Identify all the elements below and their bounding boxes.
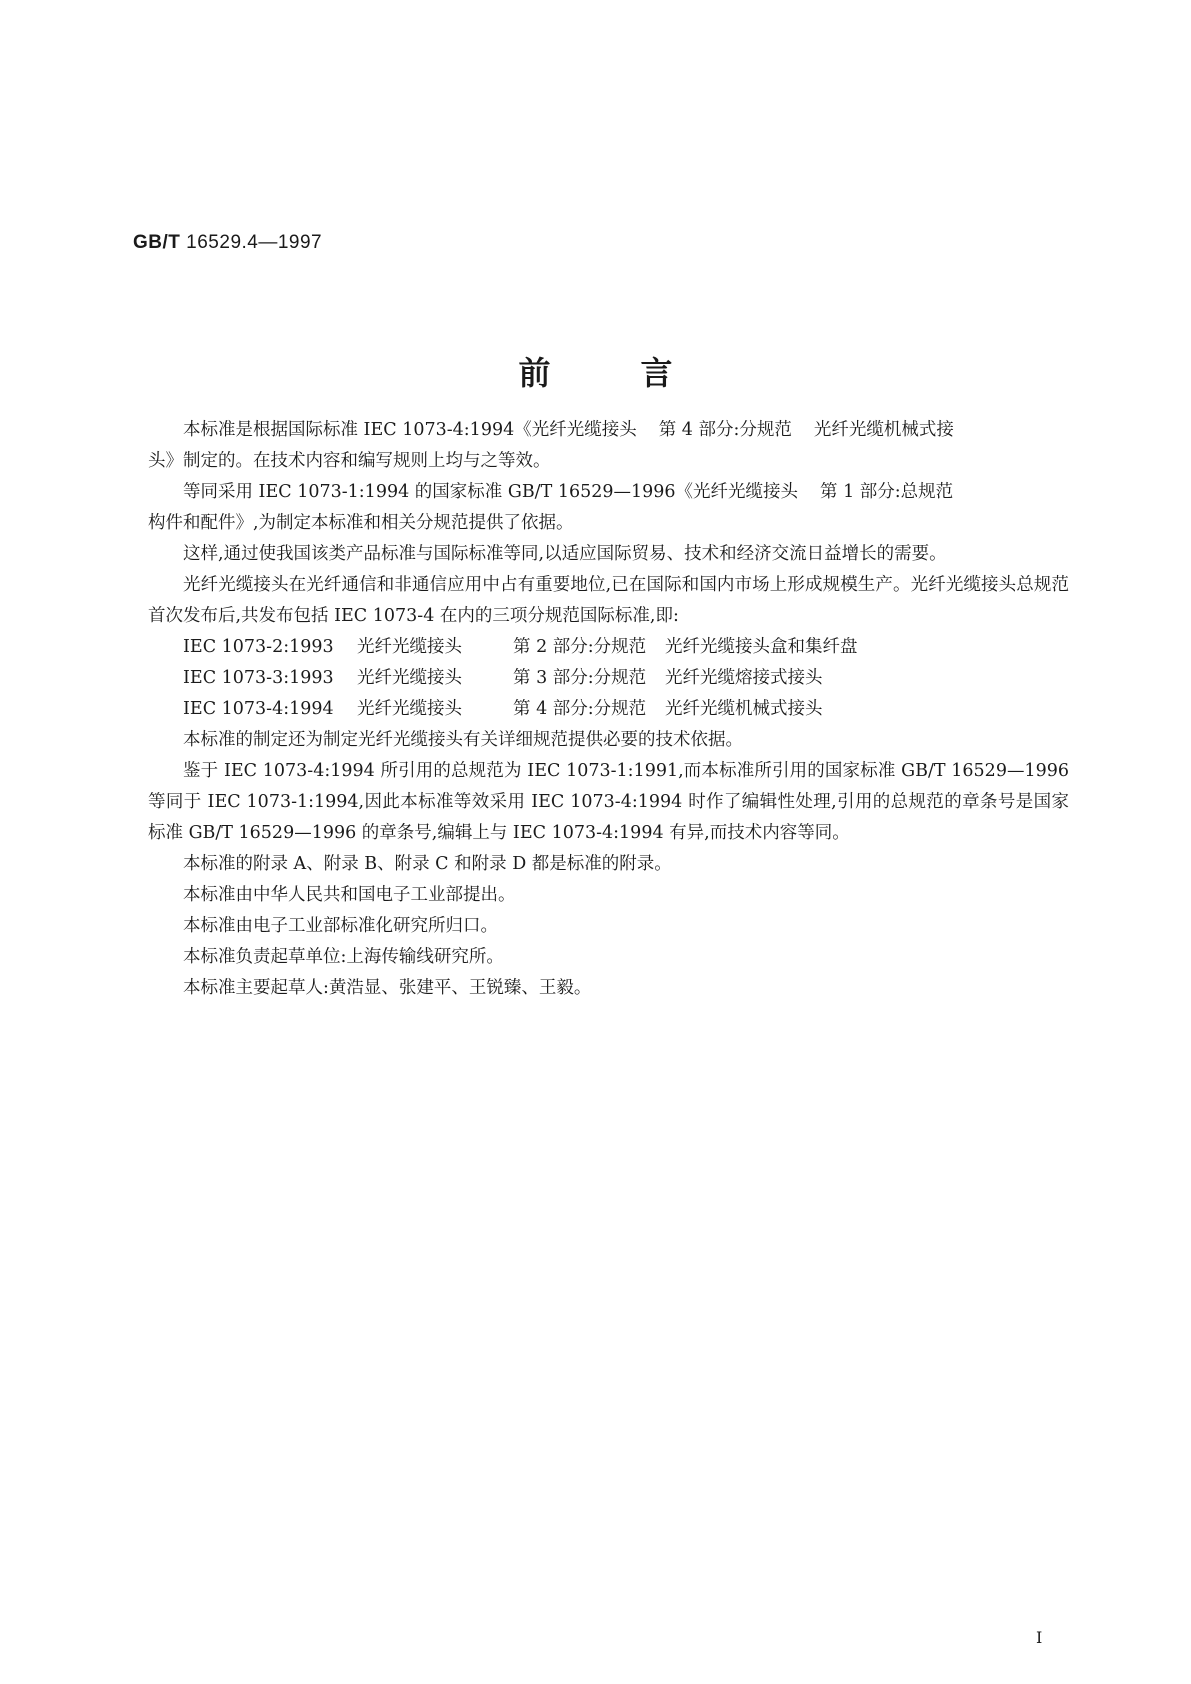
p1-segment-a: 本标准是根据国际标准 IEC 1073-4:1994《光纤光缆接头 <box>183 420 637 440</box>
list-item-title: 光纤光缆接头盒和集纤盘 <box>665 637 858 657</box>
paragraph-10: 本标准负责起草单位:上海传输线研究所。 <box>183 947 504 967</box>
paragraph-9: 本标准由电子工业部标准化研究所归口。 <box>183 916 498 936</box>
document-header <box>133 232 322 254</box>
list-item-part: 第 3 部分:分规范 <box>513 668 647 688</box>
list-item-code: IEC 1073-2:1993 <box>183 637 334 657</box>
standard-code-prefix: GB/T <box>133 232 181 253</box>
list-item-part: 第 4 部分:分规范 <box>513 699 647 719</box>
list-item-part: 第 2 部分:分规范 <box>513 637 647 657</box>
list-item-name: 光纤光缆接头 <box>357 668 462 688</box>
paragraph-1-line-2: 头》制定的。在技术内容和编写规则上均与之等效。 <box>148 451 551 471</box>
paragraph-5: 本标准的制定还为制定光纤光缆接头有关详细规范提供必要的技术依据。 <box>183 730 743 750</box>
paragraph-4: 光纤光缆接头在光纤通信和非通信应用中占有重要地位,已在国际和国内市场上形成规模生产。光纤光缆接头总规范首次发布后,共发布包括 IEC 1073-4 在内的三项分规范国际标准,即: <box>148 575 1069 626</box>
standards-list <box>148 632 1069 725</box>
list-item-title: 光纤光缆熔接式接头 <box>665 668 823 688</box>
title-char-2: 言 <box>640 354 673 392</box>
paragraph-2-line-1 <box>148 477 1069 508</box>
paragraph-6: 鉴于 IEC 1073-4:1994 所引用的总规范为 IEC 1073-1:1991,而本标准所引用的国家标准 GB/T 16529—1996等同于 IEC 1073-1:1994,因此本标准等效采用 IEC 1073-4:1994 时作了编辑性处理,引用的总规范的章条号是国家标准 GB/T 16529—1996 的章条号,编辑上与 IEC 1073-4:1994 有异,而技术内容等同。 <box>148 761 1069 843</box>
title-char-1: 前 <box>518 354 551 392</box>
paragraph-1-line-1 <box>148 415 1069 446</box>
paragraph-2-line-2: 构件和配件》,为制定本标准和相关分规范提供了依据。 <box>148 513 574 533</box>
p2-segment-b: 第 1 部分:总规范 <box>820 482 954 502</box>
paragraph-7: 本标准的附录 A、附录 B、附录 C 和附录 D 都是标准的附录。 <box>183 854 672 874</box>
standard-number: 16529.4—1997 <box>186 232 323 253</box>
paragraph-8: 本标准由中华人民共和国电子工业部提出。 <box>183 885 516 905</box>
foreword-body <box>148 415 1069 1004</box>
list-item <box>148 694 1069 725</box>
list-item <box>148 632 1069 663</box>
p2-segment-a: 等同采用 IEC 1073-1:1994 的国家标准 GB/T 16529—1996《光纤光缆接头 <box>183 482 799 502</box>
paragraph-3: 这样,通过使我国该类产品标准与国际标准等同,以适应国际贸易、技术和经济交流日益增长的需要。 <box>183 544 947 564</box>
page-number: I <box>1036 1628 1043 1647</box>
list-item-code: IEC 1073-4:1994 <box>183 699 334 719</box>
p1-segment-c: 光纤光缆机械式接 <box>813 420 954 440</box>
page-title <box>0 348 1191 394</box>
list-item-code: IEC 1073-3:1993 <box>183 668 334 688</box>
list-item-title: 光纤光缆机械式接头 <box>665 699 823 719</box>
p1-segment-b: 第 4 部分:分规范 <box>658 420 792 440</box>
list-item-name: 光纤光缆接头 <box>357 637 462 657</box>
list-item <box>148 663 1069 694</box>
list-item-name: 光纤光缆接头 <box>357 699 462 719</box>
paragraph-11: 本标准主要起草人:黄浩显、张建平、王锐臻、王毅。 <box>183 978 592 998</box>
